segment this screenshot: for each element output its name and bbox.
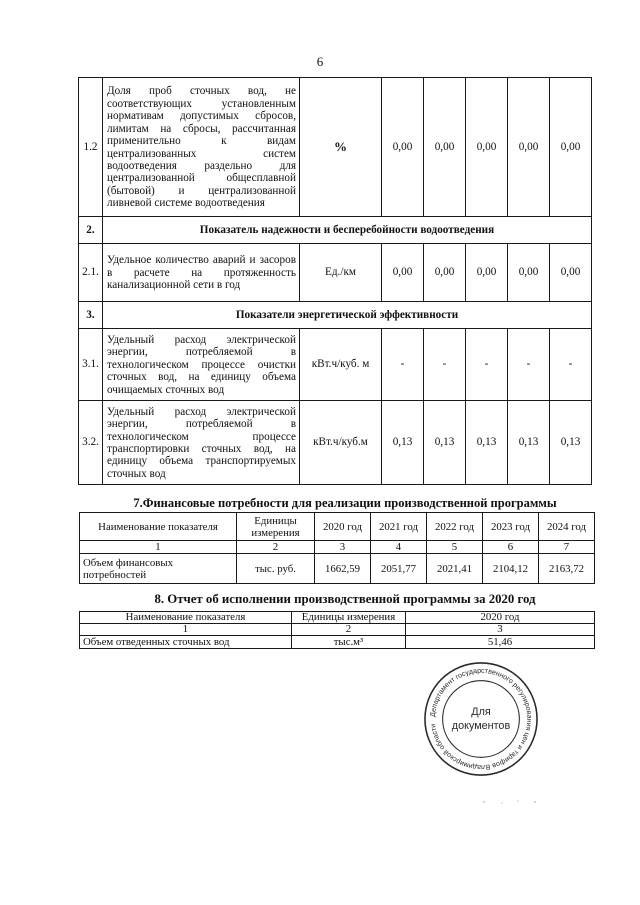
- indicator-unit: %: [300, 78, 382, 217]
- value-cell: 0,13: [382, 401, 424, 485]
- indicators-table: [78, 77, 592, 485]
- section-number: 2.: [79, 217, 103, 244]
- column-number: 5: [427, 541, 483, 554]
- column-header: Наименование показателя: [80, 612, 292, 624]
- column-header: Наименование показателя: [80, 513, 237, 541]
- financial-needs-table: [79, 512, 595, 584]
- column-number: 7: [539, 541, 595, 554]
- section-row: [79, 302, 592, 329]
- column-number: 6: [483, 541, 539, 554]
- column-header: 2023 год: [483, 513, 539, 541]
- stamp-center-text-1: Для: [471, 706, 491, 719]
- indicator-unit: тыс. руб.: [237, 554, 315, 584]
- row-number: 3.2.: [79, 401, 103, 485]
- indicator-name: Удельный расход электрической энергии, потребляемой в технологическом процессе транспортировки сточных вод, на единицу объема транспортируемых сточных вод: [103, 401, 300, 485]
- value-cell: 0,13: [424, 401, 466, 485]
- column-number-row: [80, 624, 595, 636]
- table-row: [80, 554, 595, 584]
- value-cell: -: [466, 329, 508, 401]
- value-cell: 0,13: [550, 401, 592, 485]
- indicator-name: Объем финансовых потребностей: [80, 554, 237, 584]
- page-number: 6: [316, 54, 324, 69]
- value-cell: 0,00: [466, 244, 508, 302]
- value-cell: 2104,12: [483, 554, 539, 584]
- column-number: 3: [406, 624, 595, 636]
- indicator-unit: кВт.ч/куб. м: [300, 329, 382, 401]
- column-header: 2020 год: [406, 612, 595, 624]
- value-cell: 0,00: [382, 78, 424, 217]
- value-cell: 0,00: [382, 244, 424, 302]
- value-cell: 2021,41: [427, 554, 483, 584]
- indicator-unit: кВт.ч/куб.м: [300, 401, 382, 485]
- value-cell: 0,00: [466, 78, 508, 217]
- column-number-row: [80, 541, 595, 554]
- value-cell: -: [508, 329, 550, 401]
- column-number: 2: [237, 541, 315, 554]
- stamp-ring-text: Департамент государственного регулирования цен и тарифов Владимирской области: [428, 666, 534, 772]
- row-number: 3.1.: [79, 329, 103, 401]
- official-stamp: [422, 660, 540, 778]
- value-cell: 0,13: [466, 401, 508, 485]
- row-number: 2.1.: [79, 244, 103, 302]
- value-cell: 0,00: [424, 244, 466, 302]
- table-header-row: [80, 513, 595, 541]
- section-title: Показатели энергетической эффективности: [103, 302, 592, 329]
- column-number: 2: [292, 624, 406, 636]
- scan-smudge: [480, 797, 540, 807]
- column-header: 2020 год: [315, 513, 371, 541]
- value-cell: 0,00: [424, 78, 466, 217]
- table-row: [79, 244, 592, 302]
- value-cell: 1662,59: [315, 554, 371, 584]
- value-cell: 0,00: [508, 78, 550, 217]
- column-number: 1: [80, 541, 237, 554]
- table-header-row: [80, 612, 595, 624]
- column-number: 1: [80, 624, 292, 636]
- value-cell: 2163,72: [539, 554, 595, 584]
- indicator-unit: тыс.м³: [292, 636, 406, 649]
- indicator-name: Доля проб сточных вод, не соответствующих установленным нормативам допустимых сбросов, лимитам на сбросы, рассчитанная применительно к видам централизованных систем водоотведения раздельно для централизованной общесплавной (бытовой) и централизованной ливневой системе водоотведения: [103, 78, 300, 217]
- value-cell: 0,00: [550, 244, 592, 302]
- table-row: [79, 401, 592, 485]
- column-header: Единицы измерения: [237, 513, 315, 541]
- column-header: 2021 год: [371, 513, 427, 541]
- program-report-table: [79, 611, 595, 649]
- indicator-name: Объем отведенных сточных вод: [80, 636, 292, 649]
- section-number: 3.: [79, 302, 103, 329]
- column-number: 3: [315, 541, 371, 554]
- indicator-name: Удельный расход электрической энергии, потребляемой в технологическом процессе очистки сточных вод, на единицу объема очищаемых сточных вод: [103, 329, 300, 401]
- section-7-title: 7.Финансовые потребности для реализации производственной программы: [133, 496, 557, 510]
- indicator-unit: Ед./км: [300, 244, 382, 302]
- value-cell: -: [382, 329, 424, 401]
- column-header: Единицы измерения: [292, 612, 406, 624]
- stamp-center-text-2: документов: [451, 719, 511, 732]
- value-cell: 51,46: [406, 636, 595, 649]
- section-8-title: 8. Отчет об исполнении производственной программы за 2020 год: [154, 592, 536, 606]
- column-number: 4: [371, 541, 427, 554]
- column-header: 2022 год: [427, 513, 483, 541]
- row-number: 1.2: [79, 78, 103, 217]
- value-cell: 0,13: [508, 401, 550, 485]
- table-row: [80, 636, 595, 649]
- value-cell: 0,00: [550, 78, 592, 217]
- column-header: 2024 год: [539, 513, 595, 541]
- table-row: [79, 329, 592, 401]
- section-row: [79, 217, 592, 244]
- indicator-name: Удельное количество аварий и засоров в расчете на протяженность канализационной сети в год: [103, 244, 300, 302]
- section-title: Показатель надежности и бесперебойности водоотведения: [103, 217, 592, 244]
- value-cell: -: [424, 329, 466, 401]
- value-cell: -: [550, 329, 592, 401]
- value-cell: 0,00: [508, 244, 550, 302]
- value-cell: 2051,77: [371, 554, 427, 584]
- table-row: [79, 78, 592, 217]
